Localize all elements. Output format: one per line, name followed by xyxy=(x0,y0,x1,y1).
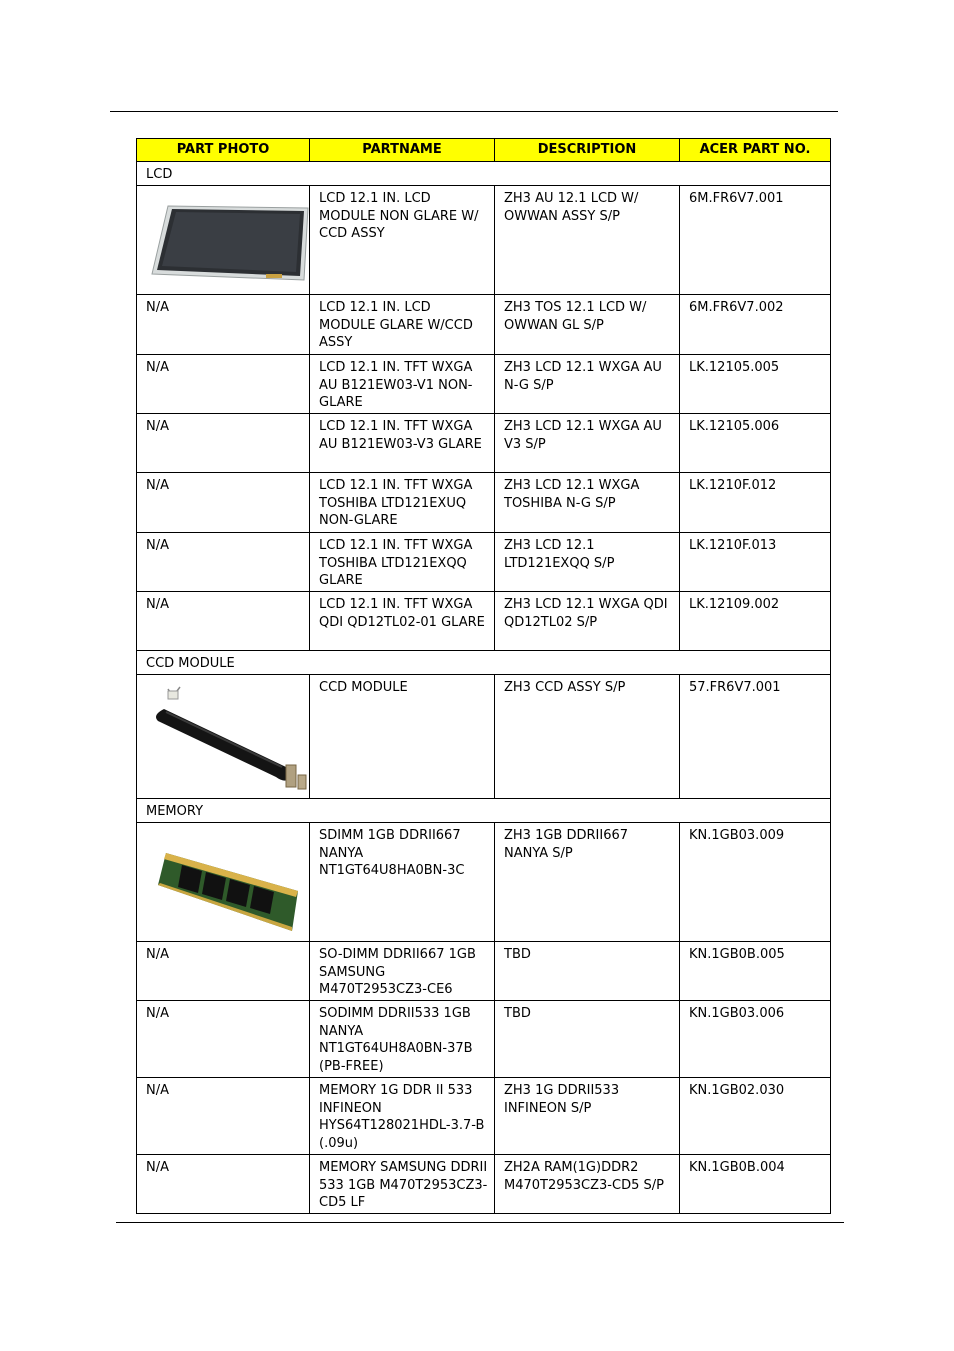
part-no-cell: KN.1GB0B.005 xyxy=(680,942,831,1001)
section-row xyxy=(137,799,831,823)
table-row xyxy=(137,823,831,942)
part-no-cell: LK.1210F.012 xyxy=(680,473,831,533)
partname-cell: SODIMM DDRII533 1GB NANYA NT1GT64UH8A0BN-37B (PB-FREE) xyxy=(310,1001,495,1078)
part-photo-memory xyxy=(137,823,310,942)
part-no-cell: KN.1GB02.030 xyxy=(680,1078,831,1155)
table-row xyxy=(137,414,831,473)
description-cell: ZH3 TOS 12.1 LCD W/ OWWAN GL S/P xyxy=(495,295,680,355)
table-row xyxy=(137,592,831,651)
partname-cell: SDIMM 1GB DDRII667 NANYA NT1GT64U8HA0BN-3C xyxy=(310,823,495,942)
section-title: LCD xyxy=(137,162,831,186)
ccd-module-photo xyxy=(146,679,310,798)
description-cell: ZH3 LCD 12.1 WXGA QDI QD12TL02 S/P xyxy=(495,592,680,651)
part-no-cell: LK.12105.006 xyxy=(680,414,831,473)
description-cell: ZH3 LCD 12.1 WXGA AU V3 S/P xyxy=(495,414,680,473)
part-no-cell: 6M.FR6V7.002 xyxy=(680,295,831,355)
partname-cell: LCD 12.1 IN. TFT WXGA TOSHIBA LTD121EXUQ NON-GLARE xyxy=(310,473,495,533)
description-cell: ZH3 LCD 12.1 WXGA AU N-G S/P xyxy=(495,355,680,414)
part-no-cell: LK.12109.002 xyxy=(680,592,831,651)
part-photo-ccd xyxy=(137,675,310,799)
description-cell: ZH3 1G DDRII533 INFINEON S/P xyxy=(495,1078,680,1155)
section-title: MEMORY xyxy=(137,799,831,823)
photo-cell: N/A xyxy=(137,414,310,473)
footer-rule xyxy=(116,1222,844,1223)
description-cell: ZH3 LCD 12.1 WXGA TOSHIBA N-G S/P xyxy=(495,473,680,533)
description-cell: TBD xyxy=(495,942,680,1001)
partname-cell: LCD 12.1 IN. TFT WXGA TOSHIBA LTD121EXQQ GLARE xyxy=(310,533,495,592)
photo-cell: N/A xyxy=(137,533,310,592)
partname-cell: LCD 12.1 IN. LCD MODULE NON GLARE W/ CCD ASSY xyxy=(310,186,495,295)
part-no-cell: KN.1GB0B.004 xyxy=(680,1155,831,1214)
lcd-panel-photo xyxy=(146,190,310,294)
photo-cell: N/A xyxy=(137,942,310,1001)
part-no-cell: KN.1GB03.009 xyxy=(680,823,831,942)
photo-cell: N/A xyxy=(137,355,310,414)
col-header-part-photo: PART PHOTO xyxy=(137,139,310,162)
col-header-partname: PARTNAME xyxy=(310,139,495,162)
part-photo-lcd xyxy=(137,186,310,295)
section-title: CCD MODULE xyxy=(137,651,831,675)
partname-cell: LCD 12.1 IN. TFT WXGA AU B121EW03-V1 NON-GLARE xyxy=(310,355,495,414)
part-no-cell: KN.1GB03.006 xyxy=(680,1001,831,1078)
col-header-description: DESCRIPTION xyxy=(495,139,680,162)
table-row xyxy=(137,533,831,592)
table-header-row xyxy=(137,139,831,162)
parts-table xyxy=(136,138,831,1214)
table-row xyxy=(137,1155,831,1214)
section-row xyxy=(137,651,831,675)
photo-cell: N/A xyxy=(137,295,310,355)
description-cell: TBD xyxy=(495,1001,680,1078)
part-no-cell: 57.FR6V7.001 xyxy=(680,675,831,799)
partname-cell: LCD 12.1 IN. LCD MODULE GLARE W/CCD ASSY xyxy=(310,295,495,355)
photo-cell: N/A xyxy=(137,1001,310,1078)
header-rule xyxy=(110,111,838,112)
partname-cell: SO-DIMM DDRII667 1GB SAMSUNG M470T2953CZ3-CE6 xyxy=(310,942,495,1001)
description-cell: ZH3 CCD ASSY S/P xyxy=(495,675,680,799)
description-cell: ZH3 1GB DDRII667 NANYA S/P xyxy=(495,823,680,942)
photo-cell: N/A xyxy=(137,592,310,651)
partname-cell: MEMORY 1G DDR II 533 INFINEON HYS64T128021HDL-3.7-B (.09u) xyxy=(310,1078,495,1155)
partname-cell: MEMORY SAMSUNG DDRII 533 1GB M470T2953CZ3-CD5 LF xyxy=(310,1155,495,1214)
part-no-cell: LK.12105.005 xyxy=(680,355,831,414)
table-row xyxy=(137,1001,831,1078)
partname-cell: LCD 12.1 IN. TFT WXGA AU B121EW03-V3 GLARE xyxy=(310,414,495,473)
description-cell: ZH3 AU 12.1 LCD W/ OWWAN ASSY S/P xyxy=(495,186,680,295)
table-row xyxy=(137,355,831,414)
table-row xyxy=(137,295,831,355)
partname-cell: CCD MODULE xyxy=(310,675,495,799)
table-row xyxy=(137,675,831,799)
table-row xyxy=(137,186,831,295)
photo-cell: N/A xyxy=(137,1078,310,1155)
table-row xyxy=(137,473,831,533)
part-no-cell: 6M.FR6V7.001 xyxy=(680,186,831,295)
section-row xyxy=(137,162,831,186)
description-cell: ZH3 LCD 12.1 LTD121EXQQ S/P xyxy=(495,533,680,592)
col-header-acer-part-no: ACER PART NO. xyxy=(680,139,831,162)
table-row xyxy=(137,1078,831,1155)
memory-module-photo xyxy=(146,827,310,941)
photo-cell: N/A xyxy=(137,473,310,533)
photo-cell: N/A xyxy=(137,1155,310,1214)
table-row xyxy=(137,942,831,1001)
partname-cell: LCD 12.1 IN. TFT WXGA QDI QD12TL02-01 GLARE xyxy=(310,592,495,651)
description-cell: ZH2A RAM(1G)DDR2 M470T2953CZ3-CD5 S/P xyxy=(495,1155,680,1214)
part-no-cell: LK.1210F.013 xyxy=(680,533,831,592)
